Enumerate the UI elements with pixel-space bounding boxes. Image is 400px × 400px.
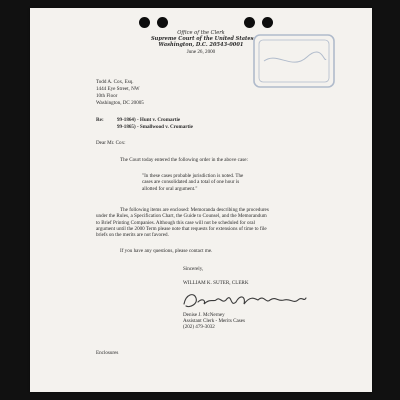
received-stamp xyxy=(252,33,336,89)
letterhead-court: Supreme Court of the United States xyxy=(151,36,254,42)
salutation: Dear Mr. Cox: xyxy=(96,140,126,146)
by-phone: (202) 479-3032 xyxy=(183,324,215,330)
body-paragraph-2 xyxy=(96,207,269,238)
re-case-2: 99-1865) - Smallwood v. Cromartie xyxy=(117,124,193,130)
punch-hole xyxy=(244,17,255,28)
closing-signer: WILLIAM K. SUTER, CLERK xyxy=(183,280,249,286)
by-title: Assistant Clerk - Merits Cases xyxy=(183,318,245,324)
quote-line: cases are consolidated and a total of one hour is xyxy=(142,179,240,186)
punch-hole xyxy=(157,17,168,28)
recipient-street: 1444 Eye Street, NW xyxy=(96,86,140,92)
recipient-floor: 10th Floor xyxy=(96,93,118,99)
paragraph-line: to Brief Printing Companies. Although this case will not be scheduled for oral xyxy=(96,219,255,226)
enclosures-label: Enclosures xyxy=(96,350,119,356)
body-paragraph-1: The Court today entered the following order in the above case: xyxy=(120,157,248,163)
paragraph-line: argument until the 2000 Term please note that requests for extensions of time to file xyxy=(96,225,267,232)
closing-sincerely: Sincerely, xyxy=(183,266,204,272)
paragraph-line: The following items are enclosed: Memoranda describing the procedures xyxy=(120,207,269,213)
letter-page xyxy=(30,8,372,392)
recipient-name: Todd A. Cox, Esq. xyxy=(96,79,134,85)
punch-hole xyxy=(139,17,150,28)
paragraph-line: under the Rules, a Specification Chart, the Guide to Counsel, and the Memorandum xyxy=(96,213,267,220)
letterhead-city: Washington, D.C. 20543-0001 xyxy=(158,42,244,48)
quote-line: allotted for oral argument." xyxy=(142,185,198,192)
handwritten-signature xyxy=(180,288,310,312)
body-paragraph-3: If you have any questions, please contact me. xyxy=(120,248,213,254)
re-label: Re: xyxy=(96,117,104,123)
re-case-1: 99-1864) - Hunt v. Cromartie xyxy=(117,117,181,123)
quoted-order xyxy=(142,173,243,192)
recipient-city: Washington, DC 20005 xyxy=(96,100,144,106)
punch-hole xyxy=(262,17,273,28)
paragraph-line: briefs on the merits are not favored. xyxy=(96,232,169,239)
quote-line: "In these cases probable jurisdiction is noted. The xyxy=(142,173,244,179)
by-name: Denise J. McNerney xyxy=(183,312,225,318)
letterhead-office: Office of the Clerk xyxy=(177,30,225,36)
letter-date: June 26, 2000 xyxy=(186,49,216,55)
